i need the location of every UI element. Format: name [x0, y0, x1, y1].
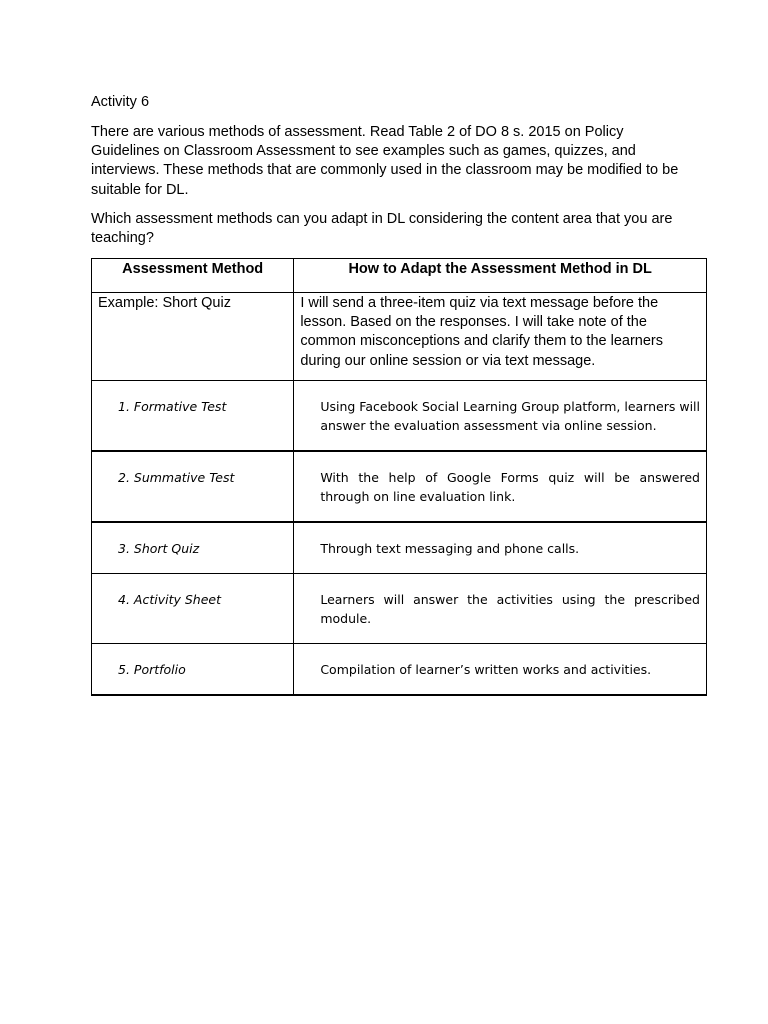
method-cell: 2. Summative Test	[92, 451, 294, 522]
description-cell: Learners will answer the activities using the prescribed module.	[294, 574, 707, 644]
example-method-cell: Example: Short Quiz	[92, 293, 294, 381]
description-cell: With the help of Google Forms quiz will be answered through on line evaluation link.	[294, 451, 707, 522]
intro-paragraph: There are various methods of assessment. Read Table 2 of DO 8 s. 2015 on Policy Guidelines on Classroom Assessment to see examples such as games, quizzes, and interviews. These methods that are commonly used in the classroom may be modified to be suitable for DL.	[91, 124, 679, 198]
activity-heading: Activity 6	[91, 94, 150, 110]
table-row	[92, 451, 707, 522]
assessment-table	[91, 258, 707, 696]
question-paragraph: Which assessment methods can you adapt in DL considering the content area that you are teaching?	[91, 211, 673, 247]
method-cell: 4. Activity Sheet	[92, 574, 294, 644]
header-how-to-adapt: How to Adapt the Assessment Method in DL	[294, 259, 707, 293]
method-cell: 1. Formative Test	[92, 381, 294, 452]
description-cell: Compilation of learner’s written works and activities.	[294, 644, 707, 696]
example-row	[92, 293, 707, 381]
method-cell: 3. Short Quiz	[92, 522, 294, 574]
table-row	[92, 574, 707, 644]
example-description-cell: I will send a three-item quiz via text message before the lesson. Based on the responses. I will take note of the common misconceptions and clarify them to the learners during our online session or via text message.	[294, 293, 707, 381]
table-header-row	[92, 259, 707, 293]
table-row	[92, 522, 707, 574]
description-cell: Through text messaging and phone calls.	[294, 522, 707, 574]
table-row	[92, 644, 707, 696]
method-cell: 5. Portfolio	[92, 644, 294, 696]
description-cell: Using Facebook Social Learning Group platform, learners will answer the evaluation assessment via online session.	[294, 381, 707, 452]
table-row	[92, 381, 707, 452]
header-assessment-method: Assessment Method	[92, 259, 294, 293]
